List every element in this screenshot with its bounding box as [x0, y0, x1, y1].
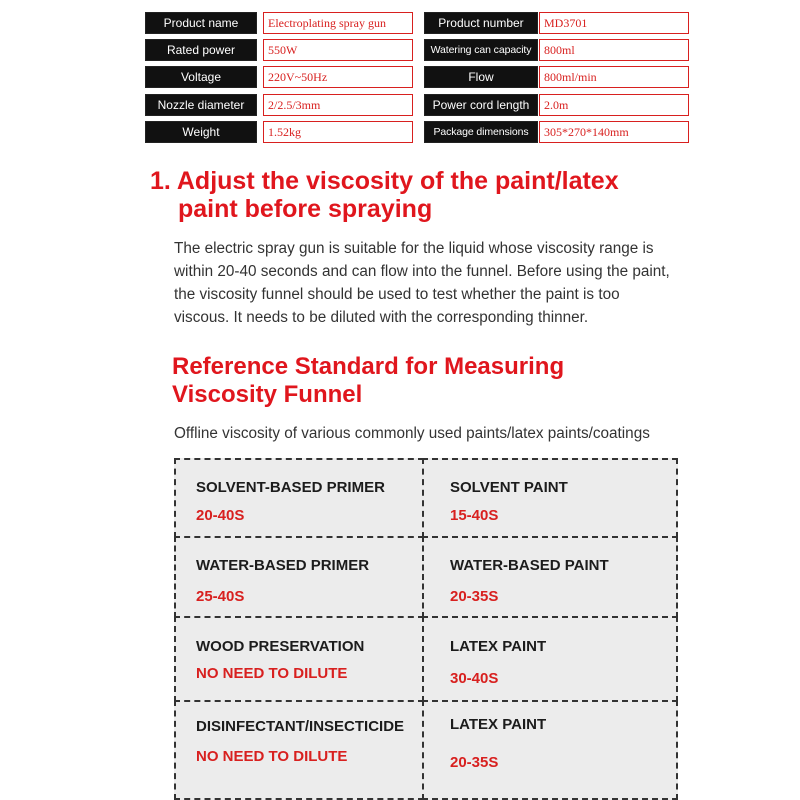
viscosity-value: 15-40S [450, 507, 499, 524]
viscosity-cell [422, 458, 678, 538]
viscosity-cell [422, 700, 678, 800]
paint-type: SOLVENT PAINT [450, 479, 568, 496]
section1-heading-line1: 1. Adjust the viscosity of the paint/latex [150, 167, 619, 195]
spec-label: Flow [424, 66, 538, 88]
paint-type: LATEX PAINT [450, 638, 547, 655]
paint-type: SOLVENT-BASED PRIMER [196, 479, 385, 496]
viscosity-value: NO NEED TO DILUTE [196, 665, 348, 682]
spec-value: 2.0m [539, 94, 689, 116]
viscosity-cell [422, 536, 678, 618]
spec-label: Product number [424, 12, 538, 34]
spec-value: 305*270*140mm [539, 121, 689, 143]
paint-type: LATEX PAINT [450, 716, 547, 733]
section1-heading-line2: paint before spraying [178, 195, 433, 223]
viscosity-value: 20-40S [196, 507, 245, 524]
spec-label: Rated power [145, 39, 257, 61]
viscosity-value: 20-35S [450, 588, 499, 605]
viscosity-value: 20-35S [450, 754, 499, 771]
section1-heading [150, 167, 630, 223]
section2-heading-line2: Viscosity Funnel [172, 381, 363, 408]
viscosity-value: 25-40S [196, 588, 245, 605]
section2-heading [172, 353, 692, 409]
viscosity-cell [422, 616, 678, 702]
spec-label: Nozzle diameter [145, 94, 257, 116]
section1-body: The electric spray gun is suitable for the liquid whose viscosity range is within 20-40 seconds and can flow into the funnel. Before using the paint, the viscosity funnel should be used to test whether the paint is too viscous. It needs to be diluted with the corresponding thinner. [174, 240, 670, 326]
viscosity-cell [174, 458, 424, 538]
section2-subtitle: Offline viscosity of various commonly used paints/latex paints/coatings [174, 425, 650, 442]
spec-label: Watering can capacity [424, 39, 538, 61]
spec-value: 550W [263, 39, 413, 61]
spec-value: Electroplating spray gun [263, 12, 413, 34]
viscosity-value: 30-40S [450, 670, 499, 687]
spec-value: 2/2.5/3mm [263, 94, 413, 116]
spec-label: Voltage [145, 66, 257, 88]
viscosity-cell [174, 536, 424, 618]
spec-label: Product name [145, 12, 257, 34]
spec-value: 800ml/min [539, 66, 689, 88]
spec-label: Weight [145, 121, 257, 143]
viscosity-cell [174, 700, 424, 800]
viscosity-cell [174, 616, 424, 702]
spec-value: 1.52kg [263, 121, 413, 143]
viscosity-value: NO NEED TO DILUTE [196, 748, 348, 765]
spec-value: MD3701 [539, 12, 689, 34]
section2-heading-line1: Reference Standard for Measuring [172, 353, 565, 380]
paint-type: WATER-BASED PRIMER [196, 557, 370, 574]
spec-value: 800ml [539, 39, 689, 61]
spec-value: 220V~50Hz [263, 66, 413, 88]
spec-label: Power cord length [424, 94, 538, 116]
viscosity-grid [174, 458, 678, 800]
paint-type: WOOD PRESERVATION [196, 638, 365, 655]
spec-label: Package dimensions [424, 121, 538, 143]
paint-type: WATER-BASED PAINT [450, 557, 609, 574]
paint-type: DISINFECTANT/INSECTICIDE [196, 718, 405, 735]
